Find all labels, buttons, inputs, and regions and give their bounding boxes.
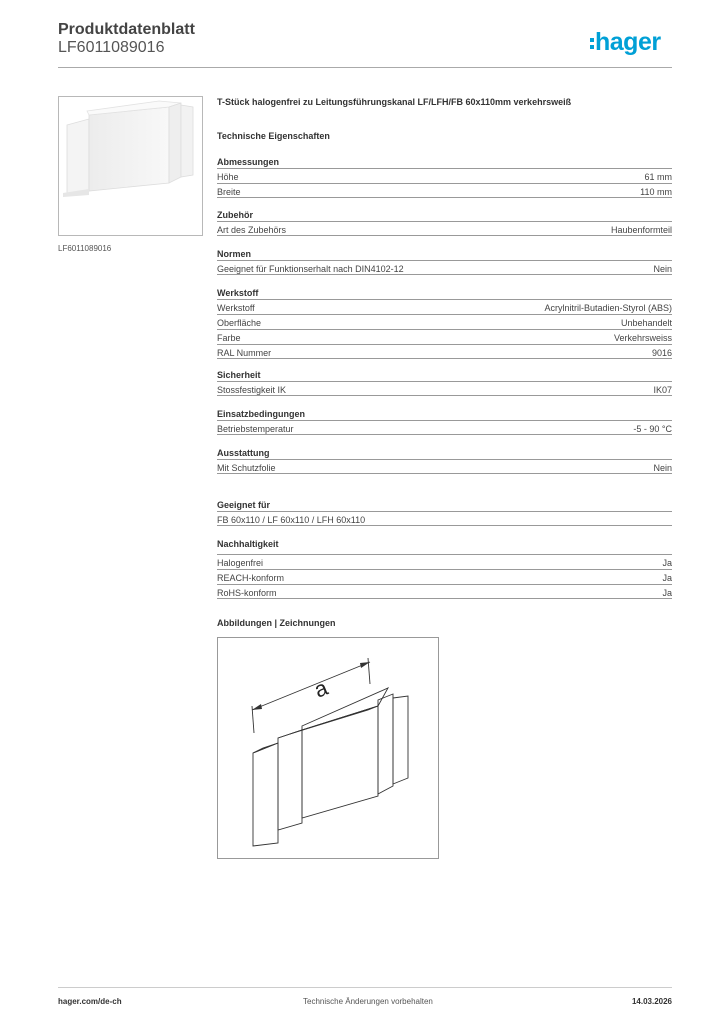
row-value: IK07 [653,385,672,395]
row-label: Betriebstemperatur [217,424,294,434]
footer-website-link[interactable]: hager.com/de-ch [58,997,122,1006]
row-label: Breite [217,187,241,197]
drawings-heading: Abbildungen | Zeichnungen [217,618,336,628]
row-value: Ja [662,558,672,568]
image-caption: LF6011089016 [58,244,112,253]
table-row [217,569,672,584]
article-number: LF6011089016 [58,39,165,56]
table-row [217,511,672,526]
row-label: Geeignet für Funktionserhalt nach DIN4102-12 [217,264,404,274]
product-description: T-Stück halogenfrei zu Leitungsführungskanal LF/LFH/FB 60x110mm verkehrsweiß [217,97,572,107]
footer-divider [58,987,672,988]
document-title: Produktdatenblatt [58,21,195,38]
row-label: Farbe [217,333,241,343]
row-label: Halogenfrei [217,558,264,568]
section-title-zubehoer: Zubehör [217,210,253,220]
row-value: Unbehandelt [620,318,672,328]
row-value: Haubenformteil [610,225,672,235]
footer-date: 14.03.2026 [631,997,672,1006]
row-label: Höhe [217,172,239,182]
section-title-einsatzbedingungen: Einsatzbedingungen [217,409,306,419]
row-label: REACH-konform [217,573,285,583]
row-label: Mit Schutzfolie [217,463,276,473]
table-row [217,314,672,329]
section-title-ausstattung: Ausstattung [217,448,270,458]
table-row [217,221,672,236]
table-row [217,554,672,569]
header-divider [58,67,672,68]
footer-notice: Technische Änderungen vorbehalten [303,997,433,1006]
row-label: FB 60x110 / LF 60x110 / LFH 60x110 [217,515,366,525]
row-label: RAL Nummer [217,348,272,358]
section-title-sicherheit: Sicherheit [217,370,261,380]
table-row [217,381,672,396]
row-value: -5 - 90 °C [633,424,672,434]
dimension-drawing-icon [218,638,438,858]
t-piece-product-icon [59,97,202,235]
table-row [217,183,672,198]
table-row [217,420,672,435]
table-row [217,168,672,183]
section-title-abmessungen: Abmessungen [217,157,280,167]
logo-dots-icon [590,35,594,52]
row-value: 9016 [651,348,672,358]
logo-text: hager [595,28,661,56]
row-value: 110 mm [640,187,672,197]
technical-drawing [217,637,439,859]
row-label: Werkstoff [217,303,255,313]
table-row [217,584,672,599]
row-label: Art des Zubehörs [217,225,287,235]
row-value: Verkehrsweiss [613,333,672,343]
row-value: Nein [653,463,672,473]
table-row [217,260,672,275]
product-image [58,96,203,236]
section-title-werkstoff: Werkstoff [217,288,259,298]
table-row [217,459,672,474]
row-value: Ja [662,588,672,598]
row-label: Oberfläche [217,318,262,328]
row-value: 61 mm [644,172,672,182]
dimension-label: a [310,674,332,703]
row-label: RoHS-konform [217,588,277,598]
row-value: Nein [653,264,672,274]
row-value: Ja [662,573,672,583]
section-title-geeignet-fuer: Geeignet für [217,500,271,510]
tech-properties-heading: Technische Eigenschaften [217,131,330,141]
section-title-nachhaltigkeit: Nachhaltigkeit [217,539,279,549]
row-value: Acrylnitril-Butadien-Styrol (ABS) [544,303,672,313]
table-row [217,344,672,359]
table-row [217,299,672,314]
section-title-normen: Normen [217,249,252,259]
table-row [217,329,672,344]
row-label: Stossfestigkeit IK [217,385,287,395]
hager-logo[interactable] [590,28,661,57]
